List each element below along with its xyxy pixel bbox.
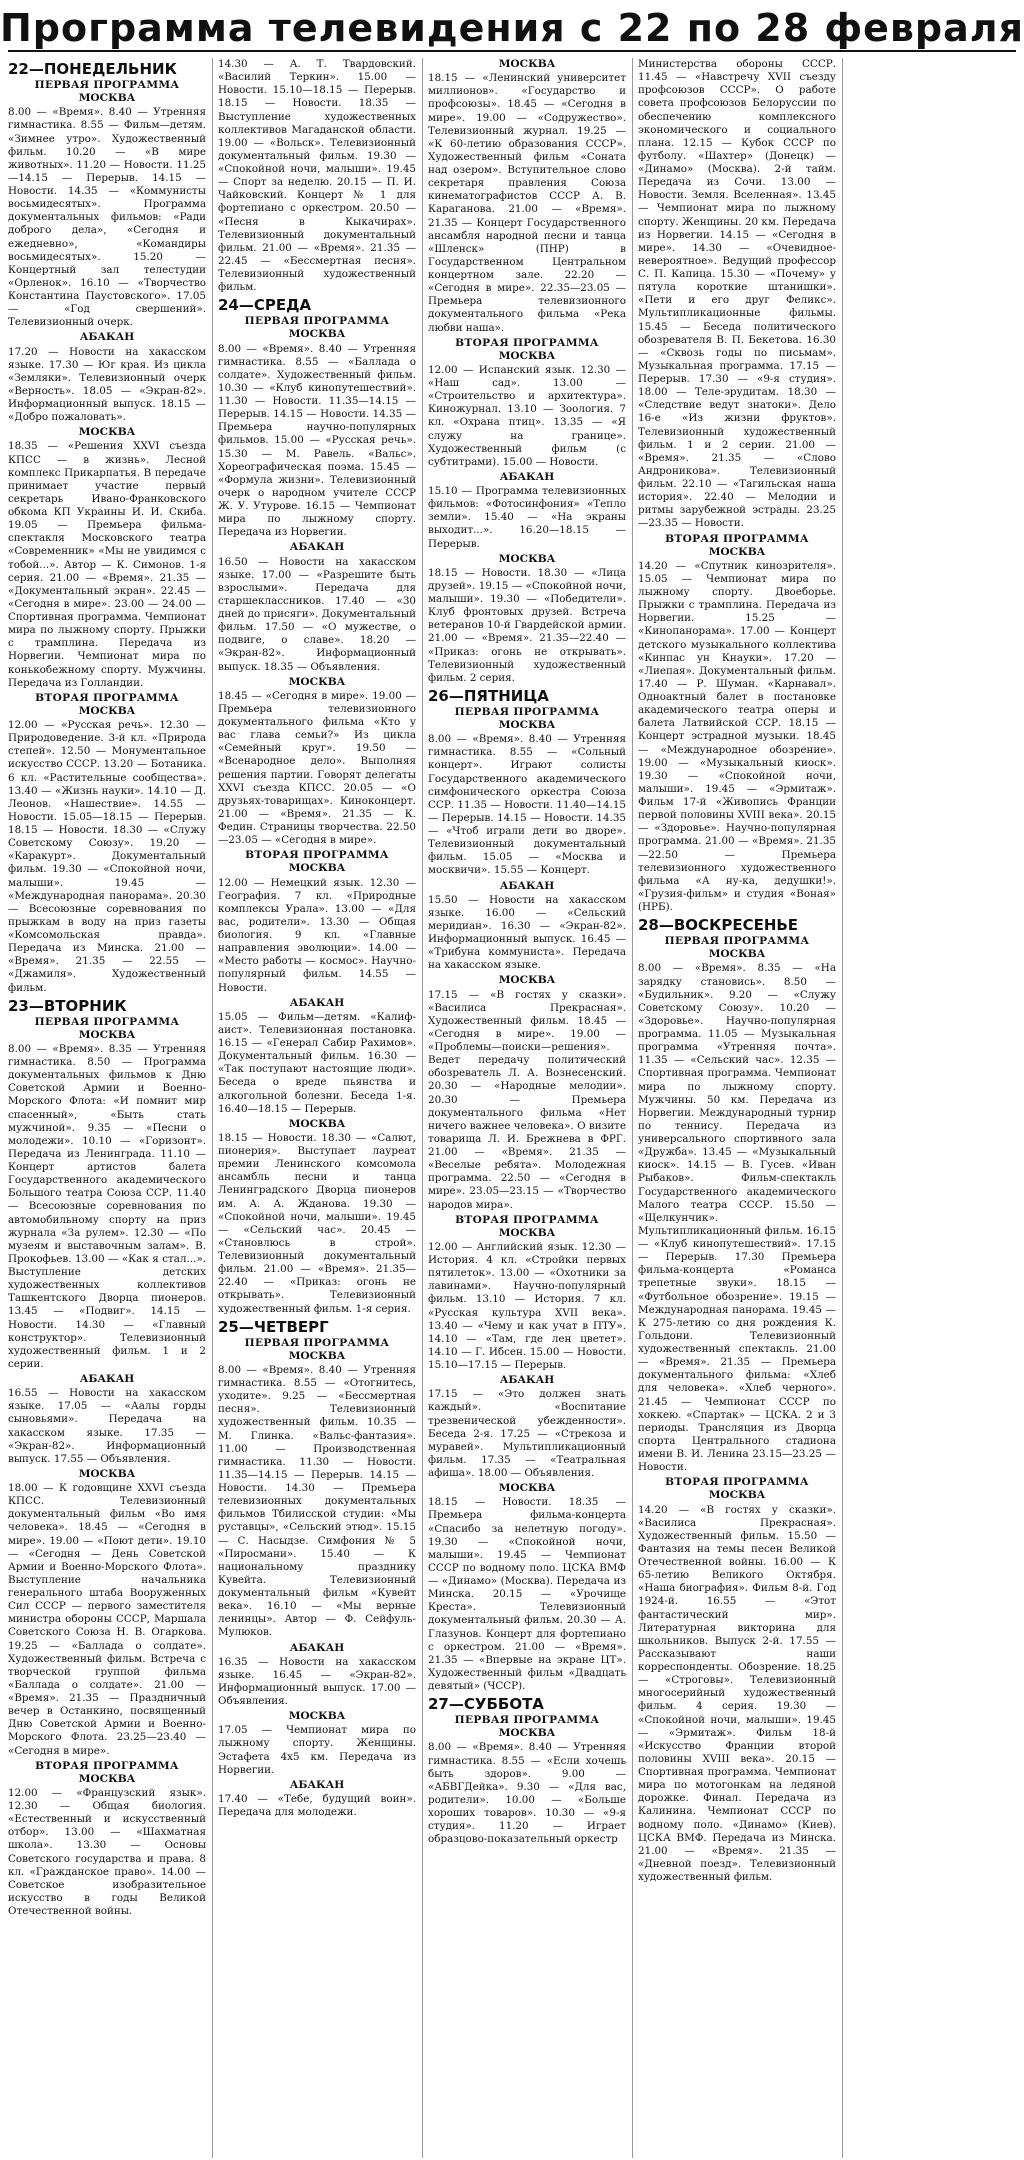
city-heading: МОСКВА — [288, 1117, 346, 1130]
program-text: 16.50 — Новости на хакасском языке. 17.00 — «Разрешите быть взрослыми». Передача для старшеклассников. 17.40 — «30 дней до присяги». Документальный фильм. 17.50 — «О мужестве, о подвиге, о славе». 18.20 — «Экран-82». Информационный выпуск. 18.35 — Объявления. — [218, 555, 416, 673]
program-text: 16.55 — Новости на хакасском языке. 17.05 — «Аалы горды сыновьями». Передача на хакасском языке. 17.35 — «Экран-82». Информационный выпуск. 17.55 — Объявления. — [8, 1387, 206, 1465]
city-heading: МОСКВА — [78, 1772, 136, 1785]
program-text: 12.00 — Немецкий язык. 12.30 — География. 7 кл. «Природные комплексы Урала». 13.00 — «Для вас, родители». 13.30 — Общая биология. 9 кл. «Главные направления эволюции». 14.00 — «Место работы — космос». Научно-популярный фильм. 14.55 — Новости. — [218, 876, 416, 994]
program-heading: ВТОРАЯ ПРОГРАММА — [665, 532, 809, 545]
day-heading: 28—ВОСКРЕСЕНЬЕ — [638, 916, 799, 935]
program-text: 17.40 — «Тебе, будущий воин». Передача для молодежи. — [218, 1792, 416, 1818]
city-heading: АБАКАН — [289, 1641, 345, 1654]
program-text: Министерства обороны СССР. 11.45 — «Навстречу XVII съезду профсоюзов СССР». О работе совета профсоюзов Белоруссии по обеспечению комплексного экономического и социального плана. 12.15 — Кубок СССР по футболу. «Шахтер» (Донецк) — «Динамо» (Москва). 2-й тайм. Передача из Сочи. 13.00 — Новости. Земля. Вселенная». 13.45 — Чемпионат мира по лыжному спорту. Женщины. 20 км. Передача из Норвегии. 14.15 — «Сегодня в мире». 14.30 — «Очевидное-невероятное». Ведущий профессор С. П. Капица. 15.30 — «Почему» у пятула короткие штанишки». «Пети и его друг Феликс». Мультипликационные фильмы. 15.45 — Беседа политического обозревателя В. П. Бекетова. 16.30 — «Сквозь годы по письмам». Музыкальная программа. 17.15 — Перерыв. 17.30 — «9-я студия». 18.00 — Теле-эрудитам. 18.30 — «Следствие ведут знатоки». Дело 16-е «Из жизни фруктов». Телевизионный художественный фильм. 1 и 2 серии. 21.00 — «Время». 21.35 — «Слово Андроникова». Телевизионный фильм. 22.10 — «Тагильская наша история». 22.40 — Мелодии и ритмы зарубежной эстрады. 23.25—23.35 — Новости. — [638, 58, 836, 530]
city-heading: МОСКВА — [288, 328, 346, 341]
city-heading: АБАКАН — [289, 996, 345, 1009]
program-heading: ПЕРВАЯ ПРОГРАММА — [244, 1336, 390, 1349]
program-heading: ПЕРВАЯ ПРОГРАММА — [664, 935, 810, 948]
program-text: 15.10 — Программа телевизионных фильмов: «Фотосинфония» «Тепло земли». 15.40 — «На экраны выходит...». 16.20—18.15 — Перерыв. — [428, 485, 626, 550]
program-text: 18.15 — «Ленинский университет миллионов». «Государство и профсоюзы». 18.45 — «Сегодня в мире». 19.00 — «Содружество». Телевизионный журнал. 19.25 — «К 60-летию образования СССР». Художественный фильм «Соната над озером». Вступительное слово секретаря правления Союза кинематографистов СССР А. В. Караганова. 21.00 — «Время». 21.35 — Концерт Государственного ансамбля народной песни и танца «Шленск» (ПНР) в Государственном Центральном концертном зале. 22.20 — «Сегодня в мире». 22.35—23.05 — Премьера телевизионного документального фильма «Река любви наша». — [428, 72, 626, 334]
program-text: 16.35 — Новости на хакасском языке. 16.45 — «Экран-82». Информационный выпуск. 17.00 — Объявления. — [218, 1655, 416, 1707]
program-text: 8.00 — «Время». 8.35 — Утренняя гимнастика. 8.50 — Программа документальных фильмов к Дню Советской Армии и Военно-Морского Флота: «И помнит мир спасенный», «Быть стать мужчиной». 9.35 — «Песни о молодежи». 10.10 — «Горизонт». Передача из Ленинграда. 11.10 — Концерт артистов балета Государственного академического Большого театра Союза ССР. 11.40 — Всесоюзные соревнования по автомобильному спорту на приз журнала «За рулем». 12.30 — «По музеям и выставочным залам». В. Прокофьев. 13.00 — «Как я стал...». Выступление детских художественных коллективов Ташкентского Дворца пионеров. 13.45 — «Подвиг». 14.15 — Новости. 14.30 — «Главный конструктор». Телевизионный художественный фильм. 1 и 2 серии. — [8, 1042, 206, 1370]
city-heading: МОСКВА — [498, 1482, 556, 1495]
column-3 — [422, 58, 626, 2158]
program-heading: ПЕРВАЯ ПРОГРАММА — [34, 1015, 180, 1028]
column-2 — [212, 58, 416, 2158]
column-5 — [842, 58, 1016, 2158]
city-heading: МОСКВА — [78, 92, 136, 105]
program-heading: ВТОРАЯ ПРОГРАММА — [455, 336, 599, 349]
program-text: 18.35 — «Решения XXVI съезда КПСС — в жизнь». Лесной комплекс Прикарпатья. В передаче принимает участие первый секретарь Ивано-Франковского обкома КП Украины И. И. Скиба. 19.05 — Премьера фильма-спектакля Московского театра «Современник» «Мы не увидимся с тобой...». Автор — К. Симонов. 1-я серия. 21.00 — «Время». 21.35 — «Документальный экран». 22.45 — «Сегодня в мире». 23.00 — 24.00 — Спортивная программа. Чемпионат мира по лыжному спорту. Прыжки с трамплина. Передача из Норвегии. Чемпионат мира по конькобежному спорту. Мужчины. Передача из Голландии. — [8, 440, 206, 689]
city-heading: АБАКАН — [499, 470, 555, 483]
program-heading: ПЕРВАЯ ПРОГРАММА — [454, 705, 600, 718]
city-heading: МОСКВА — [708, 1489, 766, 1502]
program-text: 8.00 — «Время». 8.40 — Утренняя гимнастика. 8.55 — «Баллада о солдате». Художественный фильм. 10.30 — «Клуб кинопутешествий». 11.30 — Новости. 11.35—14.15 — Перерыв. 14.15 — Новости. 14.35 — Премьера научно-популярных фильмов. 15.00 — «Русская речь». 15.30 — М. Равель. «Вальс». Хореографическая поэма. 15.45 — «Формула жизни». Телевизионный очерк о народном учителе СССР Ж. У. Утурове. 16.15 — Чемпионат мира по лыжному спорту. Передача из Норвегии. — [218, 342, 416, 539]
program-text: 15.05 — Фильм—детям. «Калиф-аист». Телевизионная постановка. 16.15 — «Генерал Сабир Рахимов». Документальный фильм. 16.30 — «Так поступают настоящие люди». Беседа о вреде пьянства и алкогольной болезни. Беседа 1-я. 16.40—18.15 — Перерыв. — [218, 1010, 416, 1115]
city-heading: МОСКВА — [498, 1226, 556, 1239]
city-heading: МОСКВА — [498, 552, 556, 565]
column-4 — [632, 58, 836, 2158]
day-heading: 23—ВТОРНИК — [8, 996, 127, 1015]
city-heading: МОСКВА — [498, 349, 556, 362]
city-heading: МОСКВА — [78, 426, 136, 439]
program-text: 8.00 — «Время». 8.40 — Утренняя гимнастика. 8.55 — «Отогнитесь, уходите». 9.25 — «Бессмертная песня». Телевизионный художественный фильм. 10.35 — М. Глинка. «Вальс-фантазия». 11.00 — Производственная гимнастика. 11.30 — Новости. 11.35—14.15 — Перерыв. 14.15 — Новости. 14.30 — Премьера телевизионных документальных фильмов Тбилисской студии: «Мы руставцы», «Сельский этюд». 15.15 — С. Насыдзе. Симфония № 5 «Пиросмани». 15.40 — К национальному празднику Кувейта. Телевизионный документальный фильм «Кувейт века». 16.10 — «Мы верные ленинцы». Автор — Ф. Сейфуль-Мулюков. — [218, 1363, 416, 1639]
program-heading: ВТОРАЯ ПРОГРАММА — [455, 1213, 599, 1226]
city-heading: АБАКАН — [499, 879, 555, 892]
masthead — [0, 6, 1024, 52]
city-heading: МОСКВА — [708, 545, 766, 558]
program-text: 12.00 — Английский язык. 12.30 — История. 4 кл. «Стройки первых пятилеток». 13.00 — «Охотники за лавинами». Научно-популярный фильм. 13.10 — История. 7 кл. «Русская культура XVII века». 13.40 — «Чему и как учат в ПТУ». 14.10 — «Там, где лен цветет». 14.10 — Г. Ибсен. 15.00 — Новости. 15.10—17.15 — Перерыв. — [428, 1240, 626, 1371]
program-text: 8.00 — «Время». 8.40 — Утренняя гимнастика. 8.55 — Фильм—детям. «Зимнее утро». Художественный фильм. 10.20 — «В мире животных». 11.20 — Новости. 11.25—14.15 — Перерыв. 14.15 — Новости. 14.35 — «Коммунисты восьмидесятых». Программа документальных фильмов: «Ради доброго дела», «Сегодня и ежедневно», «Командиры восьмидесятых». 15.20 — Концертный зал телестудии «Орленок». 16.10 — «Творчество Константина Паустовского». 17.05 — «Год свершений». Телевизионный очерк. — [8, 106, 206, 329]
city-heading: МОСКВА — [78, 704, 136, 717]
program-heading: ВТОРАЯ ПРОГРАММА — [245, 849, 389, 862]
city-heading: АБАКАН — [289, 1778, 345, 1791]
program-text: 14.20 — «В гостях у сказки». «Василиса Прекрасная». Художественный фильм. 15.50 — Фантазия на темы песен Великой Отечественной войны. 16.00 — К 65-летию Великого Октября. «Наша биография». Фильм 8-й. Год 1924-й. 16.55 — «Этот фантастический мир». Литературная викторина для школьников. Выпуск 2-й. 17.55 — Рассказывают наши корреспонденты. Обозрение. 18.25 — «Строговы». Телевизионный многосерийный художественный фильм. 4 серия. 19.30 — «Спокойной ночи, малыши». 19.45 — «Эрмитаж». Фильм 18-й «Искусство Франции второй половины XVIII века». 20.15 — Спортивная программа. Чемпионат мира по мотогонкам на ледяной дорожке. Финал. Передача из Калинина. Чемпионат СССР по водному поло. «Динамо» (Киев). ЦСКА ВМФ. Передача из Минска. 21.00 — «Время». 21.35 — «Дневной поезд». Телевизионный художественный фильм. — [638, 1503, 836, 1883]
program-heading: ВТОРАЯ ПРОГРАММА — [35, 691, 179, 704]
day-heading: 25—ЧЕТВЕРГ — [218, 1317, 329, 1336]
city-heading: АБАКАН — [289, 541, 345, 554]
program-text: 18.00 — К годовщине XXVI съезда КПСС. Телевизионный документальный фильм «Во имя человека». 18.45 — «Сегодня в мире». 19.00 — «Поют дети». 19.10 — «Сегодня — День Советской Армии и Военно-Морского Флота». Выступление начальника генерального штаба Вооруженных Сил СССР — первого заместителя министра обороны СССР, Маршала Советского Союза Н. В. Огаркова. 19.25 — «Баллада о солдате». Художественный фильм. Встреча с творческой группой фильма «Баллада о солдате». 21.00 — «Время». 21.35 — Праздничный вечер в Останкино, посвященный Дню Советской Армии и Военно-Морского Флота. 23.25—23.40 — «Сегодня в мире». — [8, 1482, 206, 1757]
program-text: 17.05 — Чемпионат мира по лыжному спорту. Женщины. Эстафета 4x5 км. Передача из Норвегии. — [218, 1724, 416, 1776]
day-heading: 24—СРЕДА — [218, 296, 312, 315]
column-1 — [8, 58, 206, 2158]
city-heading: МОСКВА — [288, 1349, 346, 1362]
city-heading: МОСКВА — [498, 974, 556, 987]
program-heading: ПЕРВАЯ ПРОГРАММА — [454, 1714, 600, 1727]
city-heading: МОСКВА — [498, 58, 556, 70]
program-text: 15.50 — Новости на хакасском языке. 16.00 — «Сельский меридиан». 16.30 — «Экран-82». Информационный выпуск. 16.45 — «Трибуна коммуниста». Передача на хакасском языке. — [428, 893, 626, 972]
program-text: 17.15 — «В гостях у сказки». «Василиса Прекрасная». Художественный фильм. 18.45 — «Сегодня в мире». 19.00 — «Проблемы—поиски—решения». Ведет передачу политический обозреватель Л. А. Вознесенский. 20.30 — «Народные мелодии». 20.30 — Премьера документального фильма «Нет ничего важнее человека». О визите товарища Л. И. Брежнева в ФРГ. 21.00 — «Время». 21.35 — «Веселые ребята». Молодежная программа. 22.50 — «Сегодня в мире». 23.05—23.15 — «Творчество народов мира». — [428, 988, 626, 1211]
city-heading: МОСКВА — [288, 1710, 346, 1723]
program-heading: ВТОРАЯ ПРОГРАММА — [35, 1759, 179, 1772]
program-text: 18.15 — Новости. 18.35 — Премьера фильма-концерта «Спасибо за нелетную погоду». 19.30 — «Спокойной ночи, малыши». 19.45 — Чемпионат СССР по водному поло. ЦСКА ВМФ — «Динамо» (Москва). Передача из Минска. 20.15 — «Урочище Креста». Телевизионный документальный фильм. 20.30 — А. Глазунов. Концерт для фортепиано с оркестром. 21.00 — «Время». 21.35 — «Впервые на экране ЦТ». Художественный фильм «Двадцать девятый» (ЧССР). — [428, 1496, 626, 1692]
program-text: 8.00 — «Время». 8.35 — «На зарядку становись». 8.50 — «Будильник». 9.20 — «Служу Советскому Союзу». 10.20 — «Здоровье». Научно-популярная программа. 11.05 — Музыкальная программа «Утренняя почта». 11.35 — «Сельский час». 12.35 — Спортивная программа. Чемпионат мира по лыжному спорту. Мужчины. 50 км. Передача из Норвегии. Международный турнир по теннису. Передача из универсального спортивного зала «Дружба». 13.45 — «Музыкальный киоск». 14.15 — В. Гусев. «Иван Рыбаков». Фильм-спектакль Государственного академического Малого театра СССР. 15.50 — «Щелкунчик». Мультипликационный фильм. 16.15 — «Клуб кинопутешествий». 17.15 — Перерыв. 17.30 Премьера фильма-концерта «Романса трепетные звуки». 18.15 — «Футбольное обозрение». 19.15 — Международная панорама. 19.45 — К 275-летию со дня рождения К. Гольдони. Телевизионный художественный спектакль. 21.00 — «Время». 21.35 — Премьера документального фильма: «Хлеб для человека». «Хлеб черного». 21.45 — Чемпионат СССР по хоккею. «Спартак» — ЦСКА. 2 и 3 периоды. Трансляция из Дворца спорта Центрального стадиона имени В. И. Ленина 23.15—23.25 — Новости. — [638, 962, 836, 1474]
city-heading: МОСКВА — [78, 1467, 136, 1480]
program-text: 12.00 — Испанский язык. 12.30 — «Наш сад». 13.00 — «Строительство и архитектура». Киножурнал. 13.10 — Зоология. 7 кл. «Охрана птиц». 13.35 — «Я служу на границе». Художественный фильм (с субтитрами). 15.00 — Новости. — [428, 363, 626, 468]
program-heading: ПЕРВАЯ ПРОГРАММА — [34, 79, 180, 91]
city-heading: МОСКВА — [498, 1727, 556, 1740]
city-heading: МОСКВА — [708, 948, 766, 961]
program-heading: ПЕРВАЯ ПРОГРАММА — [244, 315, 390, 328]
day-heading: 22—ПОНЕДЕЛЬНИК — [8, 60, 177, 78]
city-heading: АБАКАН — [79, 1373, 135, 1385]
city-heading: АБАКАН — [79, 331, 135, 344]
program-text: 18.15 — Новости. 18.30 — «Лица друзей». 19.15 — «Спокойной ночи, малыши». 19.30 — «Победители». Клуб фронтовых друзей. Встреча ветеранов 10-й Гвардейской армии. 21.00 — «Время». 21.35—22.40 — «Приказ: огонь не открывать». Телевизионный художественный фильм. 2 серия. — [428, 566, 626, 684]
city-heading: МОСКВА — [288, 862, 346, 875]
city-heading: МОСКВА — [78, 1028, 136, 1041]
program-text: 18.15 — Новости. 18.30 — «Салют, пионерия». Выступает лауреат премии Ленинского комсомола ансамбль песни и танца Ленинградского Дворца пионеров им. А. А. Жданова. 19.30 — «Спокойной ночи, малыши». 19.45 — «Сельский час». 20.45 — «Становлюсь в строй». Телевизионный документальный фильм. 21.00 — «Время». 21.35—22.40 — «Приказ: огонь не открывать». Телевизионный художественный фильм. 1-я серия. — [218, 1131, 416, 1315]
page-title: Программа телевидения с 22 по 28 февраля — [0, 6, 1024, 50]
program-heading: ВТОРАЯ ПРОГРАММА — [665, 1476, 809, 1489]
city-heading: МОСКВА — [288, 675, 346, 688]
day-heading: 26—ПЯТНИЦА — [428, 686, 549, 705]
program-text: 12.00 — «Французский язык». 12.30 — Общая биология. «Естественный и искусственный отбор». 13.00 — «Шахматная школа». 13.30 — Основы Советского государства и права. 8 кл. «Гражданское право». 14.00 — Советское изобразительное искусство в годы Великой Отечественной войны. — [8, 1786, 206, 1917]
city-heading: АБАКАН — [499, 1374, 555, 1387]
program-text: 17.15 — «Это должен знать каждый». «Воспитание трезвенической убежденности». Беседа 2-я. 17.25 — «Стрекоза и муравей». Мультипликационный фильм. 17.35 — «Театральная афиша». 18.00 — Объявления. — [428, 1388, 626, 1479]
program-text: 14.20 — «Спутник кинозрителя». 15.05 — Чемпионат мира по лыжному спорту. Двоеборье. Прыжки с трамплина. Передача из Норвегии. 15.25 — «Кинопанорама». 17.00 — Концерт детского музыкального коллектива «Кинпас ун Кнауки». 17.20 — «Лиепая». Документальный фильм. 17.40 — Р. Шуман. «Карнавал». Одноактный балет в постановке академического театра оперы и балета Латвийской ССР. 18.15 — Концерт эстрадной музыки. 18.45 — «Международное обозрение». 19.00 — «Музыкальный киоск». 19.30 — «Спокойной ночи, малыши». 19.45 — «Эрмитаж». Фильм 17-й «Живопись Франции первой половины XVIII века». 20.15 — «Здоровье». Научно-популярная программа. 21.00 — «Время». 21.35—22.50 — Премьера телевизионного художественного фильма «А ну-ка, дедушки!». «Грузия-фильм» и студия «Воная» (НРБ). — [638, 559, 836, 913]
program-text: 18.45 — «Сегодня в мире». 19.00 — Премьера телевизионного документального фильма «Кто у вас главa семьи?» Из цикла «Семейный круг». 19.50 — «Всенародное дело». Выполняя решения партии. Говорят делегаты XXVI съезда КПСС. 20.05 — «О друзьях-товарищах». Киноконцерт. 21.00 — «Время». 21.35 — К. Федин. Страницы творчества. 22.50—23.05 — «Сегодня в мире». — [218, 689, 416, 847]
program-text: 8.00 — «Время». 8.40 — Утренняя гимнастика. 8.55 — «Если хочешь быть здоров». 9.00 — «АБВГДейка». 9.30 — «Для вас, родители». 10.00 — «Больше хороших товаров». 10.30 — «9-я студия». 11.20 — Играет образцово-показательный оркестр — [428, 1741, 626, 1846]
program-text: 17.20 — Новости на хакасском языке. 17.30 — Юг края. Из цикла «Земляки». Телевизионный очерк «Верность». 18.05 — «Экран-82». Информационный выпуск. 18.15 — «Добро пожаловать». — [8, 345, 206, 424]
day-heading: 27—СУББОТА — [428, 1695, 544, 1714]
city-heading: МОСКВА — [498, 719, 556, 731]
schedule-columns — [8, 58, 1016, 2158]
program-text: 8.00 — «Время». 8.40 — Утренняя гимнастика. 8.55 — «Сольный концерт». Играют солисты Государственного академического симфонического оркестра Союза ССР. 11.35 — Новости. 11.40—14.15 — Перерыв. 14.15 — Новости. 14.35 — «Чтоб играли дети во дворе». Телевизионный документальный фильм. 15.05 — «Москва и москвичи». 15.55 — Концерт. — [428, 733, 626, 877]
program-text: 12.00 — «Русская речь». 12.30 — Природоведение. 3-й кл. «Природа степей». 12.50 — Монументальное искусство СССР. 13.20 — Ботаника. 6 кл. «Растительные сообщества». 13.40 — «Жизнь науки». 14.10 — Д. Леонов. «Нашествие». 14.55 — Новости. 15.05—18.15 — Перерыв. 18.15 — Новости. 18.30 — «Служу Советскому Союзу». 19.20 — «Каракурт». Документальный фильм. 19.30 — «Спокойной ночи, малыши». 19.45 — «Международная панорама». 20.30 — Всесоюзные соревнования по прыжкам в воду на приз газеты «Комсомольская правда». Передача из Минска. 21.00 — «Время». 21.35 — 22.55 — «Джамиля». Художественный фильм. — [8, 719, 206, 994]
program-text: 14.30 — А. Т. Твардовский. «Василий Теркин». 15.00 — Новости. 15.10—18.15 — Перерыв. 18.15 — Новости. 18.35 — Выступление художественных коллективов Магаданской области. 19.00 — «Вольск». Телевизионный документальный фильм. 19.30 — «Спокойной ночи, малыши». 19.45 — Спорт за неделю. 20.15 — П. И. Чайковский. Концерт № 1 для фортепиано с оркестром. 20.50 — «Песня в Кыкачирах». Телевизионный документальный фильм. 21.00 — «Время». 21.35 — 22.45 — «Бессмертная песня». Телевизионный художественный фильм. — [218, 58, 416, 294]
